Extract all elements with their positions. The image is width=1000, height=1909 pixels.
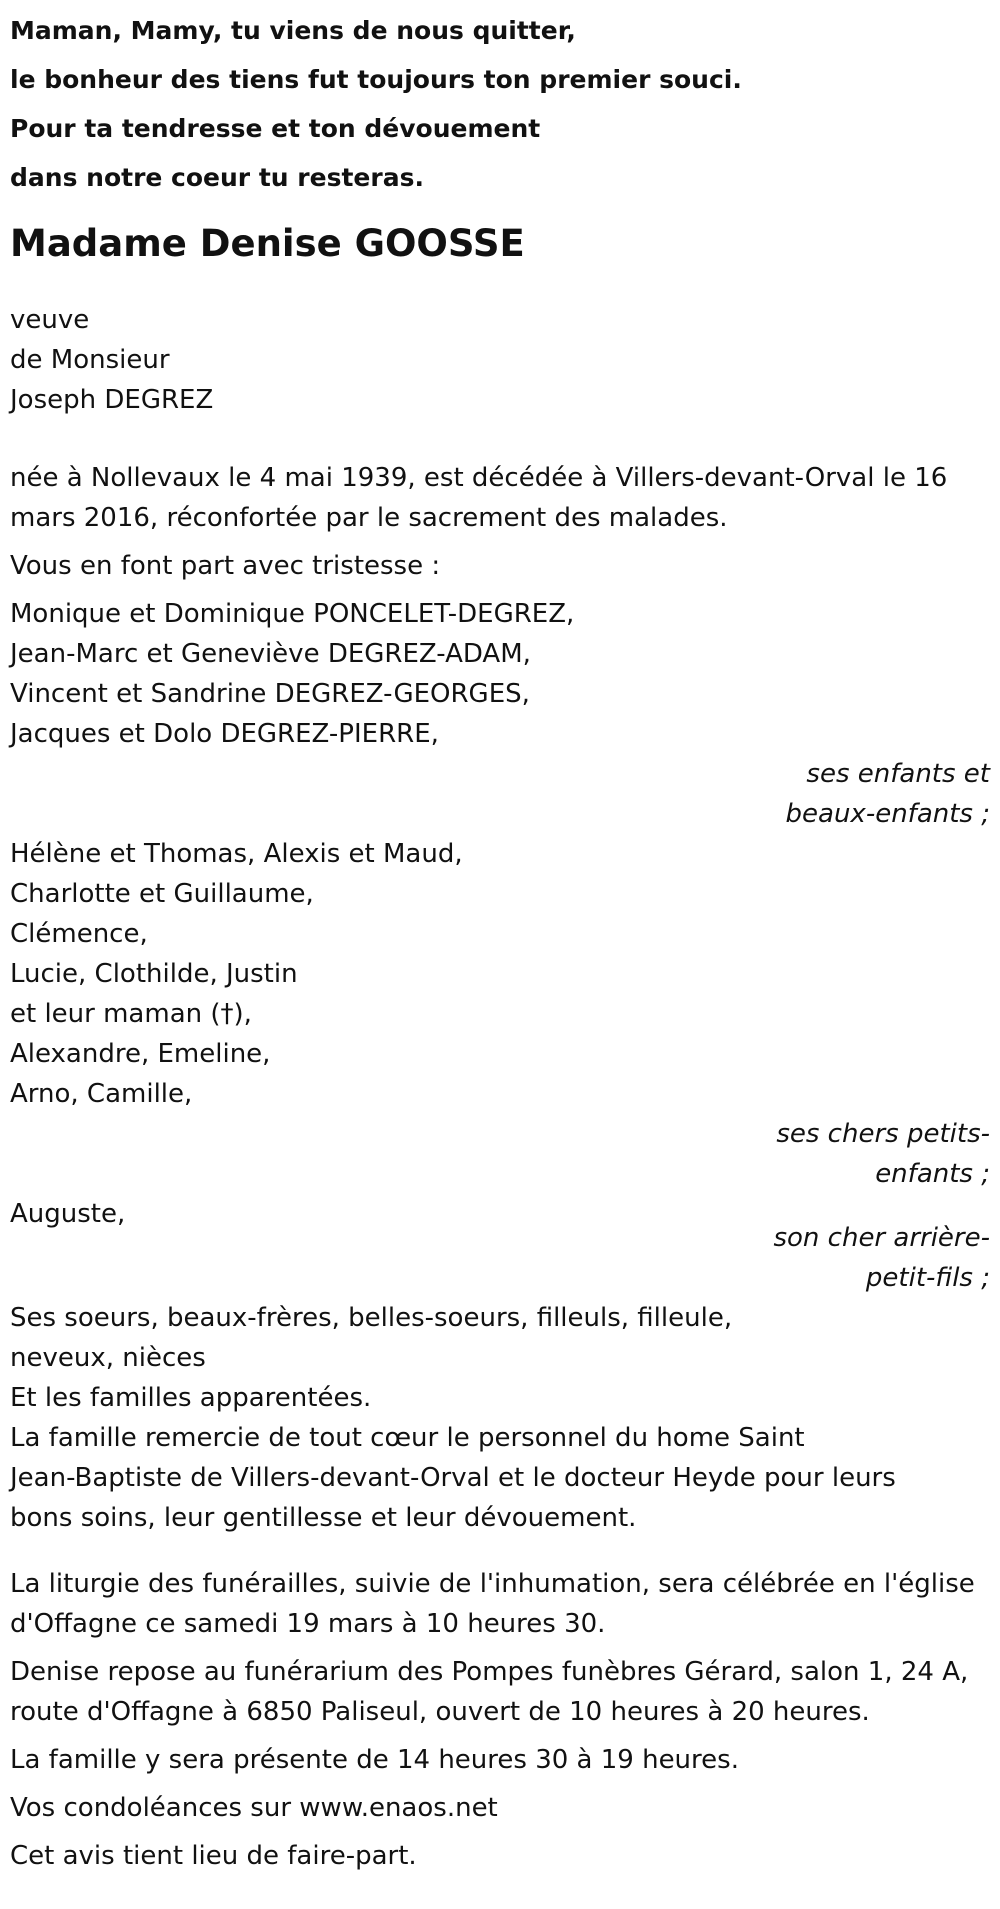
paragraph-line: La famille remercie de tout cœur le personnel du home Saint <box>10 1423 805 1453</box>
children-list <box>10 594 1000 754</box>
funerarium-paragraph <box>10 1652 1000 1732</box>
child-entry: Jacques et Dolo DEGREZ-PIERRE, <box>10 719 439 749</box>
grandchildren-role <box>10 1114 1000 1194</box>
great-grandchild-entry: Auguste, <box>10 1199 126 1229</box>
grandchild-entry: Clémence, <box>10 919 148 949</box>
grandchild-entry: et leur maman (†), <box>10 999 252 1029</box>
widow-line: de Monsieur <box>10 345 170 375</box>
paragraph-line: Jean-Baptiste de Villers-devant-Orval et le docteur Heyde pour leurs <box>10 1463 896 1493</box>
paragraph-line: bons soins, leur gentillesse et leur dévouement. <box>10 1503 637 1533</box>
widow-line: Joseph DEGREZ <box>10 385 214 415</box>
liturgy-paragraph <box>10 1564 1000 1644</box>
announce-text: Vous en font part avec tristesse : <box>10 551 441 581</box>
role-line: ses chers petits- <box>776 1119 990 1149</box>
role-line: ses enfants et <box>806 759 990 789</box>
deceased-name: Madame Denise GOOSSE <box>10 222 525 265</box>
paragraph-line: route d'Offagne à 6850 Paliseul, ouvert de 10 heures à 20 heures. <box>10 1697 870 1727</box>
role-line: beaux-enfants ; <box>785 799 990 829</box>
paragraph-line: neveux, nièces <box>10 1343 206 1373</box>
grandchild-entry: Hélène et Thomas, Alexis et Maud, <box>10 839 463 869</box>
role-line: enfants ; <box>875 1159 990 1189</box>
child-entry: Monique et Dominique PONCELET-DEGREZ, <box>10 599 575 629</box>
paragraph-line: née à Nollevaux le 4 mai 1939, est décédée à Villers-devant-Orval le 16 <box>10 463 948 493</box>
widow-line: veuve <box>10 305 90 335</box>
child-entry: Vincent et Sandrine DEGREZ-GEORGES, <box>10 679 530 709</box>
children-role <box>10 754 1000 834</box>
paragraph-line: Et les familles apparentées. <box>10 1383 372 1413</box>
role-line: petit-fils ; <box>865 1263 990 1293</box>
grandchild-entry: Lucie, Clothilde, Justin <box>10 959 298 989</box>
family-paragraph <box>10 1298 1000 1538</box>
widow-block <box>10 300 1000 420</box>
great-grandchild-role <box>10 1218 1000 1298</box>
presence-text: La famille y sera présente de 14 heures 30 à 19 heures. <box>10 1745 739 1775</box>
poem-line: Maman, Mamy, tu viens de nous quitter, <box>10 16 576 45</box>
notice-text: Cet avis tient lieu de faire-part. <box>10 1841 417 1871</box>
birth-death-paragraph <box>10 458 1000 538</box>
paragraph-line: La liturgie des funérailles, suivie de l'inhumation, sera célébrée en l'église <box>10 1569 975 1599</box>
grandchildren-list <box>10 834 1000 1114</box>
grandchild-entry: Charlotte et Guillaume, <box>10 879 314 909</box>
paragraph-line: Ses soeurs, beaux-frères, belles-soeurs, filleuls, filleule, <box>10 1303 733 1333</box>
poem-line: dans notre coeur tu resteras. <box>10 163 424 192</box>
condolences-text: Vos condoléances sur www.enaos.net <box>10 1793 498 1823</box>
poem-line: le bonheur des tiens fut toujours ton premier souci. <box>10 65 742 94</box>
child-entry: Jean-Marc et Geneviève DEGREZ-ADAM, <box>10 639 531 669</box>
grandchild-entry: Alexandre, Emeline, <box>10 1039 271 1069</box>
paragraph-line: mars 2016, réconfortée par le sacrement des malades. <box>10 503 728 533</box>
paragraph-line: Denise repose au funérarium des Pompes funèbres Gérard, salon 1, 24 A, <box>10 1657 969 1687</box>
poem-line: Pour ta tendresse et ton dévouement <box>10 114 541 143</box>
paragraph-line: d'Offagne ce samedi 19 mars à 10 heures 30. <box>10 1609 606 1639</box>
grandchild-entry: Arno, Camille, <box>10 1079 193 1109</box>
poem <box>10 6 1000 202</box>
role-line: son cher arrière- <box>773 1223 990 1253</box>
obituary-page <box>0 6 1000 1876</box>
